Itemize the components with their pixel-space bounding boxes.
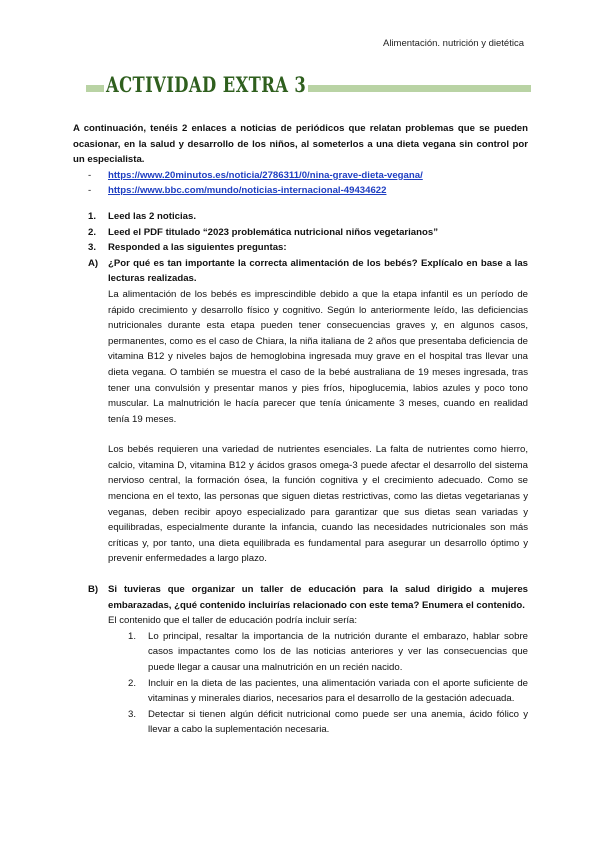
news-link-bbc[interactable]: https://www.bbc.com/mundo/noticias-internacional-49434622 <box>108 185 387 197</box>
item-text: Incluir en la dieta de las pacientes, una alimentación variada con el aporte suficiente de vitaminas y minerales diarios, necesarios para el desarrollo de la gestación adecuada. <box>148 677 528 705</box>
document-body <box>73 121 528 738</box>
question-b-text: Si tuvieras que organizar un taller de educación para la salud dirigido a mujeres embarazadas, ¿qué contenido incluirías relacionado con este tema? Enumera el contenido. <box>108 584 528 611</box>
step-marker: 3. <box>88 242 97 254</box>
news-link-20minutos[interactable]: https://www.20minutos.es/noticia/2786311/0/nina-grave-dieta-vegana/ <box>108 169 423 181</box>
answer-a-paragraph-1: La alimentación de los bebés es imprescindible debido a que la etapa infantil es un período de rápido crecimiento y desarrollo físico y cognitivo. Según lo anteriormente leído, las deficiencias nutricionales durante esta etapa pueden tener consecuencias graves y, en algunos casos, permanentes, como es el caso de Chiara, la niña italiana de 2 años que presentaba deficiencia de vitamina B12 y niveles bajos de hemoglobina ingresada muy grave en el hospital tras llevar una dieta vegana. O también se muestra el caso de la bebé australiana de 19 meses ingresada, tras tener una convulsión y presentar manos y pies fríos, hipoglucemia, labios azules y poco tono muscular. La malnutrición le hacía parecer que tenía únicamente 3 meses, cuando en realidad tenía 19 meses. <box>108 288 528 425</box>
list-item <box>128 629 528 676</box>
step-item <box>88 225 528 241</box>
item-marker: 3. <box>128 708 137 720</box>
item-text: Detectar si tienen algún déficit nutricional como puede ser una anemia, ácido fólico y llevar a cabo la suplementación necesaria. <box>148 708 528 736</box>
news-link-item <box>88 183 528 199</box>
step-item <box>88 240 528 256</box>
banner-accent-left <box>86 85 104 92</box>
banner-accent-right <box>308 85 531 92</box>
item-marker: 1. <box>128 630 137 642</box>
item-text: Lo principal, resaltar la importancia de la nutrición durante el embarazo, hablar sobre casos impactantes como los de las noticias anteriores y ver las consecuencias que puede llegar a causar una malnutrición en un recién nacido. <box>148 630 528 673</box>
question-b <box>73 582 528 613</box>
step-text: Leed las 2 noticias. <box>108 210 196 222</box>
answer-b-lead: El contenido que el taller de educación podría incluir sería: <box>108 615 358 627</box>
page-header: Alimentación. nutrición y dietética <box>383 38 524 49</box>
task-steps <box>73 209 528 256</box>
answer-a-paragraph-2: Los bebés requieren una variedad de nutrientes esenciales. La falta de nutrientes como hierro, calcio, vitamina D, vitamina B12 y ácidos grasos omega-3 puede afectar el desarrollo del sistema nervioso central, la formación ósea, la función cognitiva y el crecimiento adecuado. Como se menciona en el texto, las personas que siguen dietas restrictivas, como las dietas vegetarianas y veganas, deben recibir apoyo especializado para garantizar que sus dietas sean variadas y equilibradas, especialmente durante la infancia, cuando las necesidades nutricionales son más críticas y, por tanto, una dieta equilibrada es fundamental para asegurar un desarrollo óptimo y prevenir enfermedades a largo plazo. <box>108 444 528 565</box>
news-link-item <box>88 168 528 184</box>
question-a <box>73 256 528 287</box>
step-text: Responded a las siguientes preguntas: <box>108 242 287 254</box>
step-marker: 1. <box>88 210 97 222</box>
news-links <box>73 168 528 199</box>
step-text: Leed el PDF titulado “2023 problemática nutricional niños vegetarianos” <box>108 226 438 238</box>
step-marker: 2. <box>88 226 97 238</box>
activity-title: ACTIVIDAD EXTRA 3 <box>106 72 307 97</box>
step-item <box>88 209 528 225</box>
intro-paragraph: A continuación, tenéis 2 enlaces a noticias de periódicos que relatan problemas que se pueden ocasionar, en la salud y desarrollo de los niños, al someterlos a una dieta vegana sin control por un especialista. <box>73 123 528 166</box>
activity-banner <box>86 70 531 106</box>
question-a-text: ¿Por qué es tan importante la correcta alimentación de los bebés? Explícalo en base a las lecturas realizadas. <box>108 257 528 285</box>
item-marker: 2. <box>128 677 137 689</box>
workshop-content-list <box>73 629 528 738</box>
list-item <box>128 676 528 707</box>
question-a-marker: A) <box>88 257 99 269</box>
list-item <box>128 707 528 738</box>
question-b-marker: B) <box>88 584 99 596</box>
